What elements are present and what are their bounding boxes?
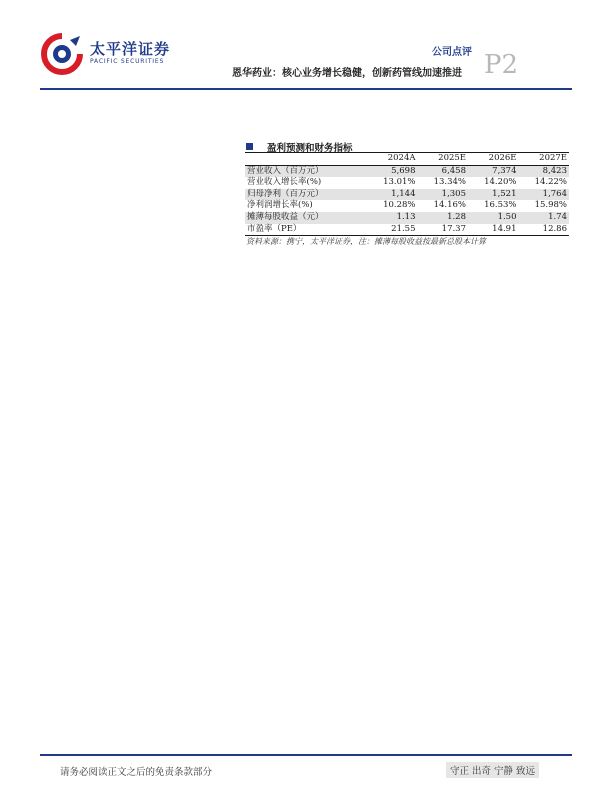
table-row (245, 165, 569, 177)
financial-forecast-table (245, 152, 569, 236)
table-cell: 14.22% (534, 177, 567, 188)
company-logo (40, 32, 170, 82)
row-label: 摊薄每股收益（元） (245, 212, 367, 224)
table-cell: 12.86 (519, 224, 570, 236)
table-cell: 1,521 (468, 189, 519, 201)
table-cell: 21.55 (367, 224, 418, 236)
header-divider (40, 88, 572, 90)
table-cell: 13.01% (383, 177, 416, 188)
disclaimer-notice: 请务必阅读正文之后的免责条款部分 (60, 767, 213, 778)
table-cell: 1,305 (418, 189, 469, 201)
row-label: 营业收入（百万元） (245, 165, 367, 177)
logo-text-cn: 太平洋证券 (90, 40, 171, 58)
table-cell: 1.74 (519, 212, 570, 224)
company-motto: 守正 出奇 宁静 致远 (446, 762, 539, 778)
table-row (245, 177, 569, 189)
column-header (245, 153, 367, 166)
table-cell: 1.50 (468, 212, 519, 224)
column-header: 2025E (418, 153, 469, 166)
row-label: 归母净利（百万元） (245, 189, 367, 201)
table-cell: 14.91 (468, 224, 519, 236)
table-header-row (245, 153, 569, 166)
report-type: 公司点评 (432, 47, 472, 58)
table-cell: 1.13 (367, 212, 418, 224)
table-cell: 16.53% (484, 200, 517, 211)
table-row (245, 189, 569, 201)
section-title: 盈利预测和财务指标 (267, 143, 353, 154)
table-row (245, 200, 569, 212)
table-cell: 1.28 (418, 212, 469, 224)
pacific-securities-logo-icon (40, 32, 84, 76)
table-cell: 8,423 (519, 165, 570, 177)
table-cell: 15.98% (534, 200, 567, 211)
table-cell: 14.20% (484, 177, 517, 188)
table-cell: 17.37 (418, 224, 469, 236)
table-cell: 6,458 (418, 165, 469, 177)
column-header: 2026E (468, 153, 519, 166)
section-bullet-icon (246, 143, 253, 150)
table-cell: 1,144 (367, 189, 418, 201)
column-header: 2024A (367, 153, 418, 166)
source-note: 资料来源：携宁，太平洋证券，注：摊薄每股收益按最新总股本计算 (246, 237, 486, 246)
table-cell: 10.28% (383, 200, 416, 211)
table-cell: 5,698 (367, 165, 418, 177)
footer-divider (40, 754, 572, 756)
table-cell: 1,764 (519, 189, 570, 201)
page-number: P2 (484, 50, 519, 80)
row-label: 市盈率（PE） (245, 224, 367, 236)
column-header: 2027E (519, 153, 570, 166)
row-label: 营业收入增长率(%) (247, 177, 322, 188)
table-cell: 7,374 (468, 165, 519, 177)
table-row (245, 224, 569, 236)
logo-text-en: PACIFIC SECURITIES (90, 58, 165, 65)
table-row (245, 212, 569, 224)
report-title: 恩华药业：核心业务增长稳健，创新药管线加速推进 (232, 68, 462, 79)
row-label: 净利润增长率(%) (247, 200, 313, 211)
table-cell: 13.34% (433, 177, 466, 188)
table-cell: 14.16% (433, 200, 466, 211)
